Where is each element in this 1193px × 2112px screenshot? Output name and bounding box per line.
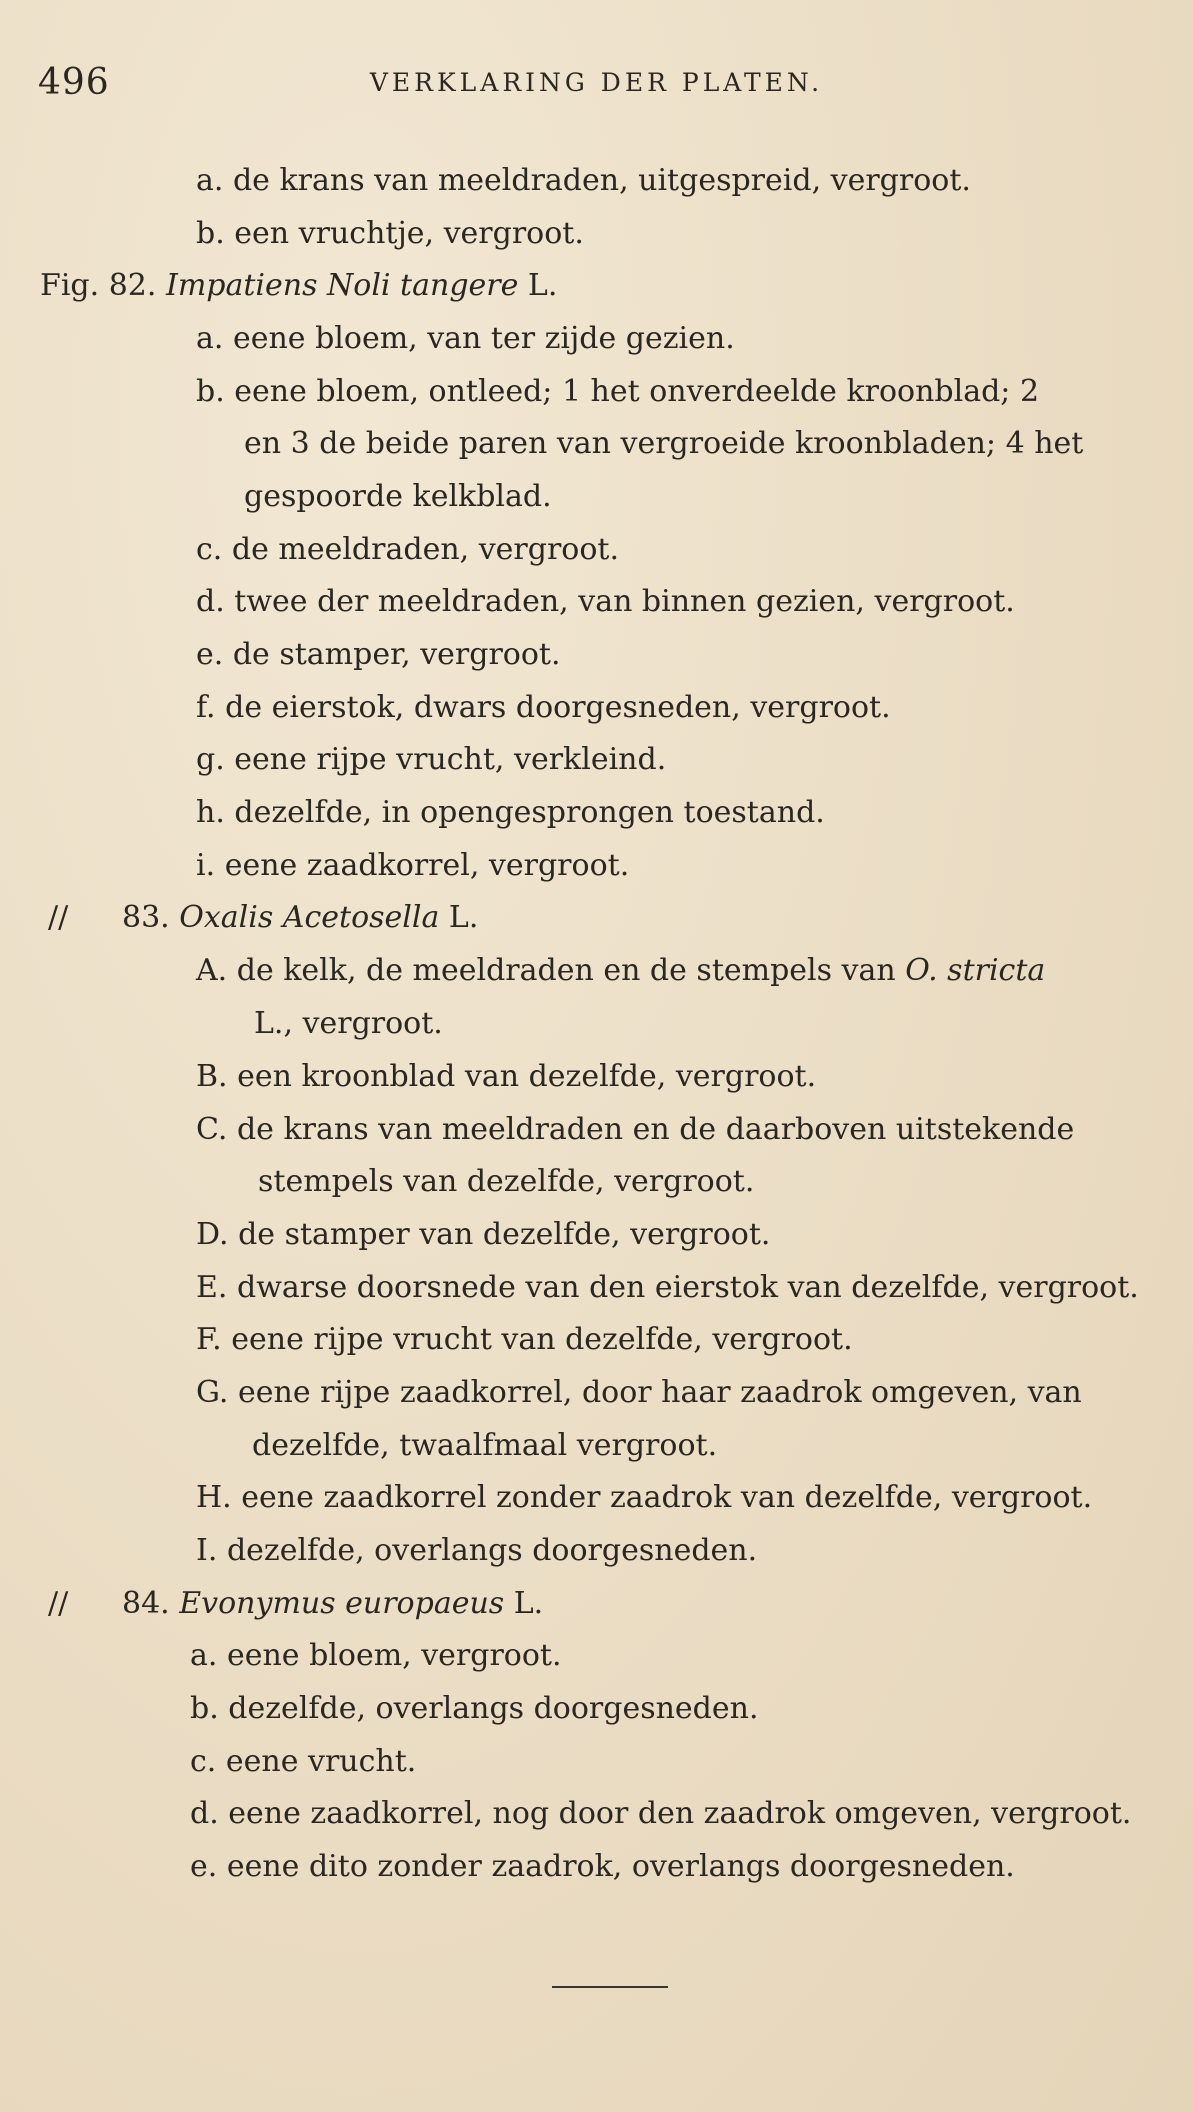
list-item	[190, 1847, 1170, 1887]
species-name: Oxalis Acetosella	[179, 900, 440, 935]
item-label: c.	[196, 532, 223, 567]
list-item	[196, 1215, 1096, 1255]
list-item	[196, 319, 1066, 359]
list-item	[190, 1794, 1170, 1834]
item-label: b.	[190, 1691, 219, 1726]
figure-heading-text	[122, 898, 1022, 938]
list-item-continuation	[252, 1426, 1052, 1466]
species-name: Impatiens Noli tangere	[165, 268, 519, 303]
item-label: C.	[196, 1112, 228, 1147]
item-text: eene dito zonder zaadrok, overlangs doorgesneden.	[226, 1849, 1015, 1884]
item-label: f.	[196, 690, 216, 725]
species-author: L.	[527, 268, 558, 303]
ditto-mark: //	[48, 900, 69, 935]
figure-heading	[40, 266, 1040, 306]
fig-number: 83.	[122, 900, 170, 935]
item-label: d.	[196, 584, 225, 619]
list-item	[196, 635, 1066, 675]
list-item	[196, 1478, 1166, 1518]
item-label: A.	[196, 953, 228, 988]
item-label: G.	[196, 1375, 229, 1410]
item-text: eene bloem, van ter zijde gezien.	[232, 321, 735, 356]
list-item	[196, 372, 1166, 412]
fig-prefix: Fig.	[40, 268, 100, 303]
list-item	[190, 1636, 1090, 1676]
item-label: b.	[196, 374, 225, 409]
item-text: dwarse doorsnede van den eierstok van dezelfde, vergroot.	[236, 1270, 1139, 1305]
item-text: de krans van meeldraden, uitgespreid, vergroot.	[232, 163, 971, 198]
item-text: eene bloem, vergroot.	[226, 1638, 562, 1673]
item-text: de stamper, vergroot.	[232, 637, 561, 672]
species-name: Evonymus europaeus	[179, 1586, 505, 1621]
item-label: D.	[196, 1217, 229, 1252]
list-item	[196, 1110, 1166, 1150]
item-text: eene rijpe vrucht van dezelfde, vergroot.	[231, 1322, 853, 1357]
item-text: de stamper van dezelfde, vergroot.	[238, 1217, 771, 1252]
list-item	[196, 688, 1066, 728]
list-item-continuation	[258, 1162, 1058, 1202]
fig-number: 82.	[108, 268, 157, 303]
list-item	[196, 846, 1066, 886]
item-label: c.	[190, 1744, 217, 1779]
item-label: h.	[196, 795, 225, 830]
item-text: eene zaadkorrel zonder zaadrok van dezelfde, vergroot.	[241, 1480, 1093, 1515]
item-text: dezelfde, twaalfmaal vergroot.	[252, 1428, 718, 1463]
item-text: eene rijpe zaadkorrel, door haar zaadrok omgeven, van	[237, 1375, 1082, 1410]
list-item	[196, 1320, 1096, 1360]
item-text: twee der meeldraden, van binnen gezien, vergroot.	[234, 584, 1015, 619]
item-text: de meeldraden, vergroot.	[231, 532, 620, 567]
list-item	[196, 1531, 1096, 1571]
item-label: e.	[190, 1849, 218, 1884]
list-item	[196, 793, 1066, 833]
list-item	[190, 1742, 1090, 1782]
item-label: E.	[196, 1270, 228, 1305]
item-text: L., vergroot.	[254, 1006, 443, 1041]
species-author: L.	[513, 1586, 544, 1621]
item-label: b.	[196, 216, 225, 251]
item-label: a.	[190, 1638, 218, 1673]
item-label: a.	[196, 321, 224, 356]
list-item	[196, 161, 1066, 201]
item-text: eene zaadkorrel, vergroot.	[224, 848, 630, 883]
item-text: een vruchtje, vergroot.	[234, 216, 584, 251]
list-item	[196, 1268, 1166, 1308]
item-text: de krans van meeldraden en de daarboven uitstekende	[236, 1112, 1075, 1147]
page-number: 496	[38, 62, 110, 103]
item-text: dezelfde, in opengesprongen toestand.	[234, 795, 825, 830]
item-label: d.	[190, 1796, 219, 1831]
item-text: dezelfde, overlangs doorgesneden.	[228, 1691, 759, 1726]
list-item	[196, 214, 1066, 254]
item-text: en 3 de beide paren van vergroeide kroonbladen; 4 het	[244, 426, 1084, 461]
item-text: eene rijpe vrucht, verkleind.	[234, 742, 667, 777]
list-item-continuation	[244, 477, 1144, 517]
item-text: de eierstok, dwars doorgesneden, vergroot.	[225, 690, 891, 725]
end-rule	[552, 1986, 668, 1988]
item-label: i.	[196, 848, 216, 883]
item-text: de kelk, de meeldraden en de stempels van	[236, 953, 896, 988]
item-text: een kroonblad van dezelfde, vergroot.	[237, 1059, 817, 1094]
list-item	[196, 530, 1066, 570]
list-item	[196, 1373, 1166, 1413]
species-author: L.	[448, 900, 479, 935]
item-label: g.	[196, 742, 225, 777]
list-item-continuation	[254, 1004, 1054, 1044]
running-head: VERKLARING DER PLATEN.	[369, 68, 824, 97]
item-label: I.	[196, 1533, 218, 1568]
fig-number: 84.	[122, 1586, 170, 1621]
list-item	[190, 1689, 1090, 1729]
species-name: O. stricta	[905, 953, 1046, 988]
item-text: gespoorde kelkblad.	[244, 479, 552, 514]
list-item	[196, 582, 1096, 622]
item-label: B.	[196, 1059, 228, 1094]
item-label: H.	[196, 1480, 232, 1515]
list-item-continuation	[244, 424, 1164, 464]
figure-heading-text	[122, 1584, 1022, 1624]
item-text: eene zaadkorrel, nog door den zaadrok omgeven, vergroot.	[228, 1796, 1132, 1831]
item-text: stempels van dezelfde, vergroot.	[258, 1164, 755, 1199]
ditto-mark: //	[48, 1586, 69, 1621]
list-item	[196, 740, 1066, 780]
list-item	[196, 1057, 1096, 1097]
list-item	[196, 951, 1166, 991]
item-text: dezelfde, overlangs doorgesneden.	[226, 1533, 758, 1568]
item-label: F.	[196, 1322, 222, 1357]
page-header	[0, 62, 1193, 118]
item-label: a.	[196, 163, 224, 198]
item-text: eene bloem, ontleed; 1 het onverdeelde kroonblad; 2	[234, 374, 1040, 409]
item-label: e.	[196, 637, 224, 672]
item-text: eene vrucht.	[225, 1744, 417, 1779]
